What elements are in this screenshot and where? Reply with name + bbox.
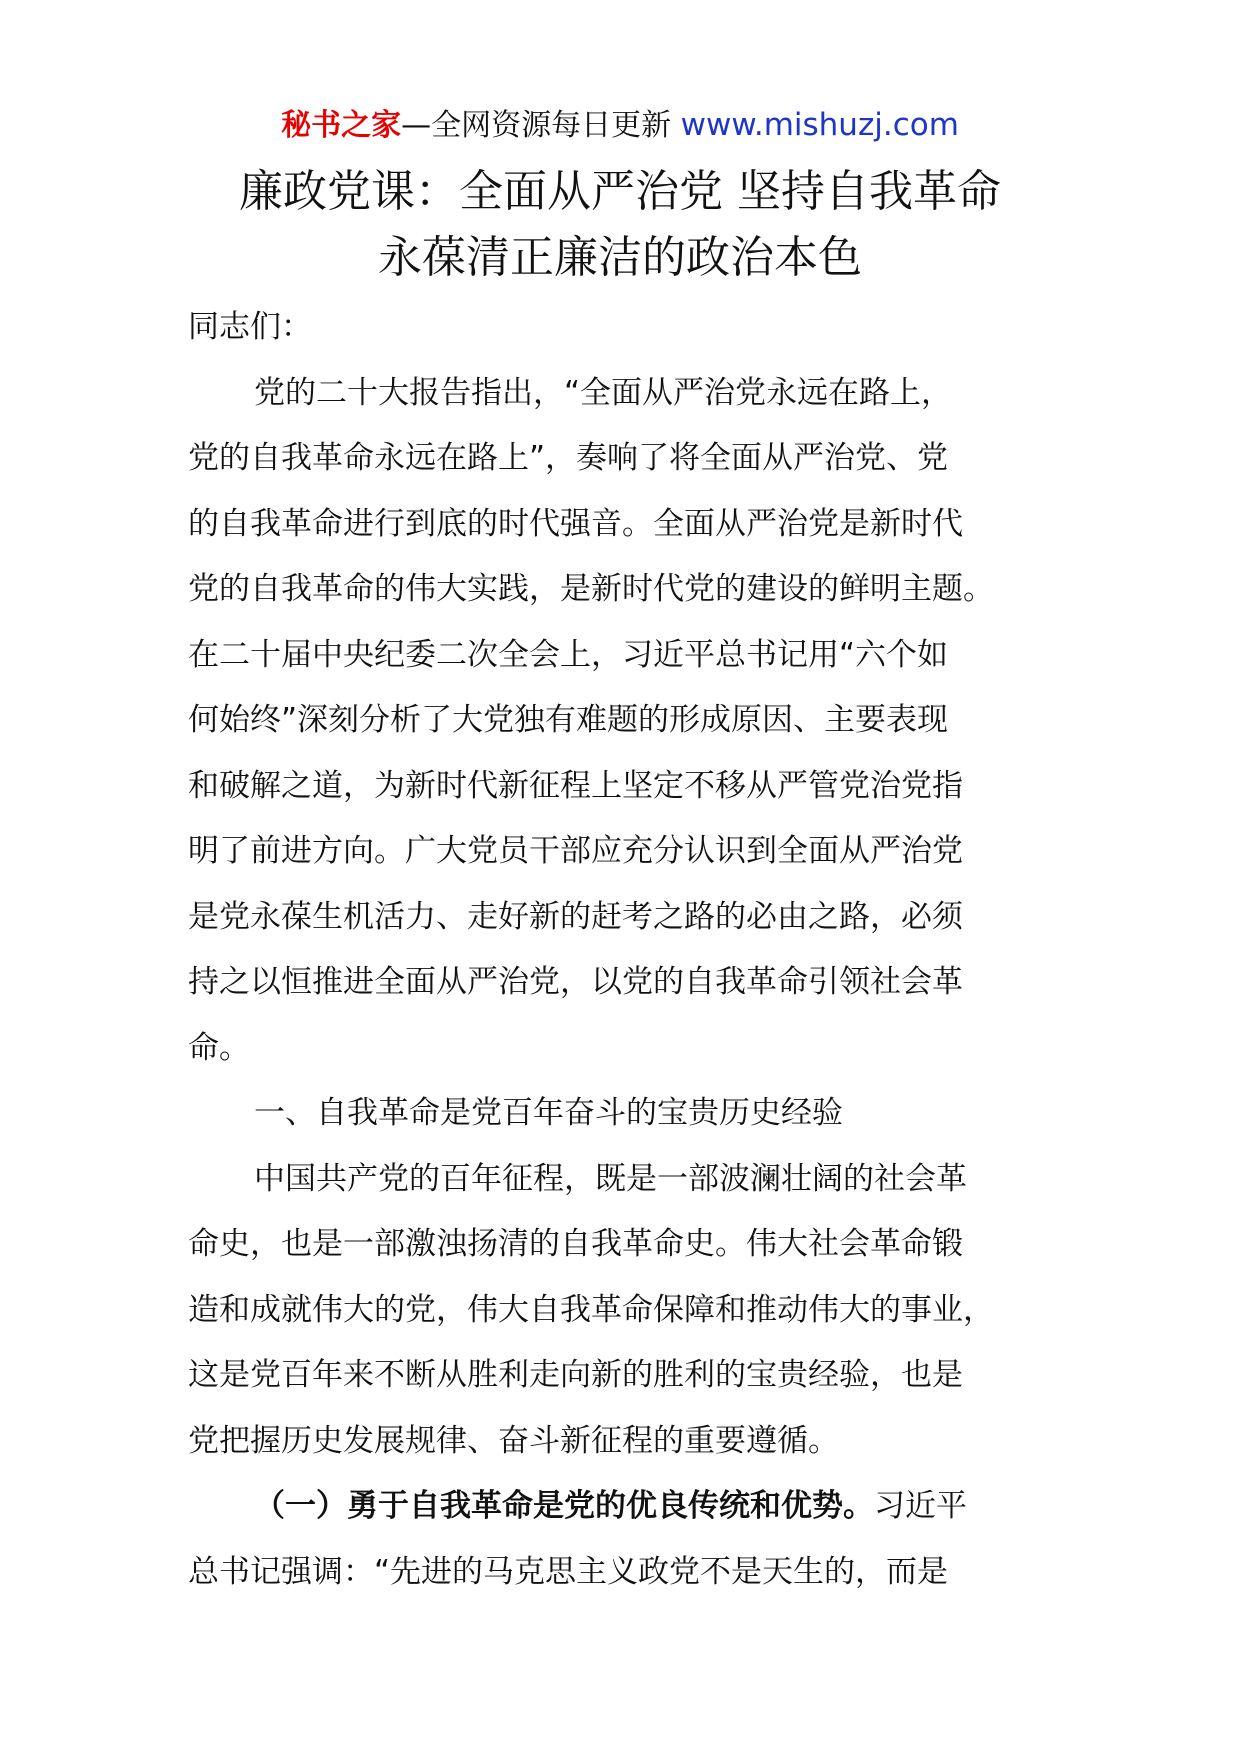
paragraph-3-line bbox=[188, 1474, 1048, 1540]
paragraph-1-line: 党的自我革命永远在路上”，奏响了将全面从严治党、党 bbox=[188, 440, 949, 476]
salutation: 同志们： bbox=[188, 309, 312, 345]
paragraph-2-line: 党把握历史发展规律、奋斗新征程的重要遵循。 bbox=[188, 1422, 839, 1459]
section-heading-1: 一、自我革命是党百年奋斗的宝贵历史经验 bbox=[254, 1095, 843, 1131]
document-title-line-1: 廉政党课：全面从严治党 坚持自我革命 bbox=[239, 166, 1001, 217]
paragraph-1-line: 明了前进方向。广大党员干部应充分认识到全面从严治党 bbox=[188, 833, 963, 869]
paragraph-2-line: 这是党百年来不断从胜利走向新的胜利的宝贵经验，也是 bbox=[188, 1357, 963, 1393]
document-title-line-2: 永葆清正廉洁的政治本色 bbox=[378, 232, 862, 283]
paragraph-1-line: 命。 bbox=[188, 1029, 250, 1066]
paragraph-1-line: 党的自我革命的伟大实践，是新时代党的建设的鲜明主题。 bbox=[188, 571, 994, 607]
paragraph-1-line: 在二十届中央纪委二次全会上，习近平总书记用“六个如 bbox=[188, 636, 949, 673]
paragraph-3-text: 习近平 bbox=[874, 1488, 967, 1524]
subsection-heading-1: （一）勇于自我革命是党的优良传统和优势。 bbox=[254, 1488, 874, 1524]
paragraph-2-line: 造和成就伟大的党，伟大自我革命保障和推动伟大的事业， bbox=[188, 1291, 994, 1328]
document-body bbox=[188, 295, 1048, 1605]
site-url[interactable]: www.mishuzj.com bbox=[680, 107, 959, 143]
paragraph-3-line: 总书记强调：“先进的马克思主义政党不是天生的，而是 bbox=[188, 1553, 949, 1590]
brand-name: 秘书之家 bbox=[281, 108, 402, 143]
paragraph-1-line: 党的二十大报告指出，“全面从严治党永远在路上， bbox=[254, 374, 953, 411]
paragraph-1-line: 和破解之道，为新时代新征程上坚定不移从严管党治党指 bbox=[188, 767, 963, 804]
paragraph-1-line: 是党永葆生机活力、走好新的赶考之路的必由之路，必须 bbox=[188, 898, 963, 935]
paragraph-1-line: 何始终”深刻分析了大党独有难题的形成原因、主要表现 bbox=[188, 702, 949, 738]
header-tagline: —全网资源每日更新 bbox=[401, 108, 681, 143]
paragraph-1-line: 持之以恒推进全面从严治党，以党的自我革命引领社会革 bbox=[188, 964, 963, 1000]
page-header bbox=[0, 103, 1240, 148]
paragraph-2-line: 命史，也是一部激浊扬清的自我革命史。伟大社会革命锻 bbox=[188, 1226, 963, 1262]
paragraph-1-line: 的自我革命进行到底的时代强音。全面从严治党是新时代 bbox=[188, 505, 963, 542]
paragraph-2-line: 中国共产党的百年征程，既是一部波澜壮阔的社会革 bbox=[254, 1160, 967, 1197]
